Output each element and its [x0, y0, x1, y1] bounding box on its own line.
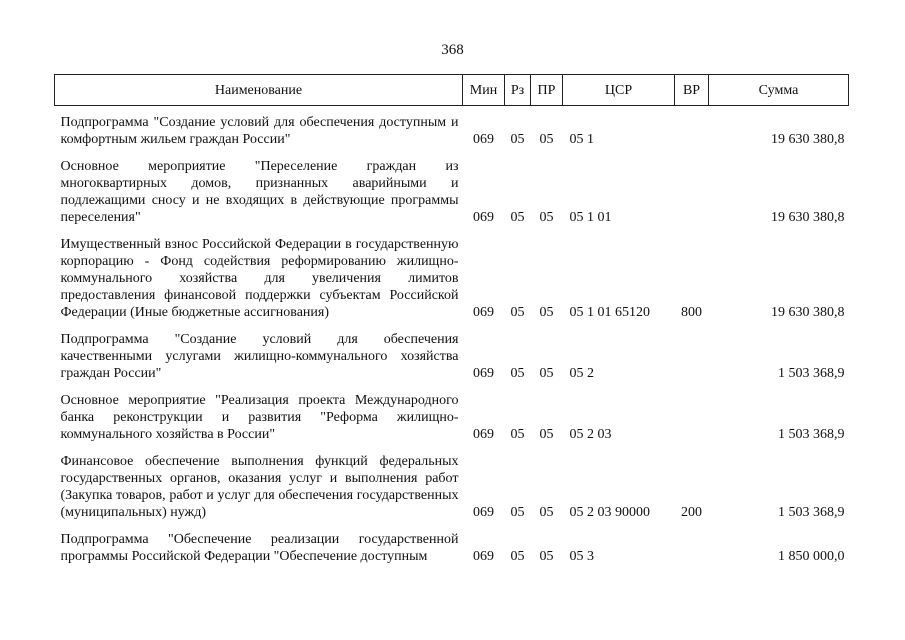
row-vr	[675, 114, 709, 148]
row-csr: 05 3	[569, 549, 594, 564]
row-pr: 05	[539, 210, 554, 225]
row-vr	[675, 531, 709, 565]
row-pr: 05	[539, 132, 554, 147]
row-pr: 05	[539, 549, 554, 564]
row-min: 069	[473, 549, 494, 564]
row-min: 069	[473, 132, 494, 147]
table-row	[55, 114, 849, 148]
table-row	[55, 453, 849, 521]
row-rz: 05	[510, 427, 525, 442]
table-row	[55, 158, 849, 226]
row-rz: 05	[510, 132, 525, 147]
row-rz: 05	[510, 505, 525, 520]
page-number: 368	[441, 42, 464, 58]
header-rz: Рз	[505, 75, 531, 106]
row-rz: 05	[510, 549, 525, 564]
header-min: Мин	[463, 75, 505, 106]
row-vr: 800	[681, 305, 702, 320]
row-sum: 1 503 368,9	[778, 366, 845, 381]
row-rz: 05	[510, 210, 525, 225]
row-pr: 05	[539, 305, 554, 320]
row-name: Подпрограмма "Обеспечение реализации государственной программы Российской Федерации "Обеспечение доступным	[60, 532, 459, 564]
row-csr: 05 2 03 90000	[569, 505, 650, 520]
row-vr	[675, 392, 709, 443]
header-sum: Сумма	[709, 75, 849, 106]
row-pr: 05	[539, 505, 554, 520]
row-sum: 1 503 368,9	[778, 427, 845, 442]
row-name: Подпрограмма "Создание условий для обеспечения качественными услугами жилищно-коммунального хозяйства граждан России"	[60, 332, 459, 381]
row-name: Основное мероприятие "Реализация проекта Международного банка реконструкции и развития "Реформа жилищно-коммунального хозяйства в России"	[60, 393, 459, 442]
row-vr	[675, 158, 709, 226]
table-row	[55, 392, 849, 443]
row-csr: 05 1	[569, 132, 594, 147]
row-name: Финансовое обеспечение выполнения функций федеральных государственных органов, оказания услуг и выполнения работ (Закупка товаров, работ и услуг для обеспечения государственных (муниципальных) нужд)	[60, 454, 459, 520]
row-name: Подпрограмма "Создание условий для обеспечения доступным и комфортным жильем граждан России"	[60, 115, 459, 147]
row-csr: 05 2	[569, 366, 594, 381]
row-sum: 19 630 380,8	[771, 132, 845, 147]
row-min: 069	[473, 210, 494, 225]
header-pr: ПР	[531, 75, 563, 106]
row-rz: 05	[510, 305, 525, 320]
row-csr: 05 2 03	[569, 427, 612, 442]
row-name: Основное мероприятие "Переселение граждан из многоквартирных домов, признанных аварийными и подлежащими сносу и не входящих в действующие программы переселения"	[60, 159, 459, 225]
row-sum: 19 630 380,8	[771, 210, 845, 225]
table-header-row	[55, 75, 849, 106]
row-vr	[675, 331, 709, 382]
table-row	[55, 531, 849, 565]
header-name: Наименование	[55, 75, 463, 106]
row-sum: 1 850 000,0	[778, 549, 845, 564]
header-vr: ВР	[675, 75, 709, 106]
row-sum: 1 503 368,9	[778, 505, 845, 520]
budget-table	[54, 74, 849, 565]
row-pr: 05	[539, 366, 554, 381]
row-min: 069	[473, 505, 494, 520]
row-name: Имущественный взнос Российской Федерации в государственную корпорацию - Фонд содействия реформированию жилищно-коммунального хозяйства для увеличения лимитов предоставления финансовой поддержки субъектам Российской Федерации (Иные бюджетные ассигнования)	[60, 237, 459, 320]
row-csr: 05 1 01	[569, 210, 612, 225]
row-sum: 19 630 380,8	[771, 305, 845, 320]
row-pr: 05	[539, 427, 554, 442]
table-row	[55, 331, 849, 382]
row-rz: 05	[510, 366, 525, 381]
row-min: 069	[473, 427, 494, 442]
row-csr: 05 1 01 65120	[569, 305, 650, 320]
row-min: 069	[473, 305, 494, 320]
header-csr: ЦСР	[563, 75, 675, 106]
row-vr: 200	[681, 505, 702, 520]
table-row	[55, 236, 849, 321]
row-min: 069	[473, 366, 494, 381]
